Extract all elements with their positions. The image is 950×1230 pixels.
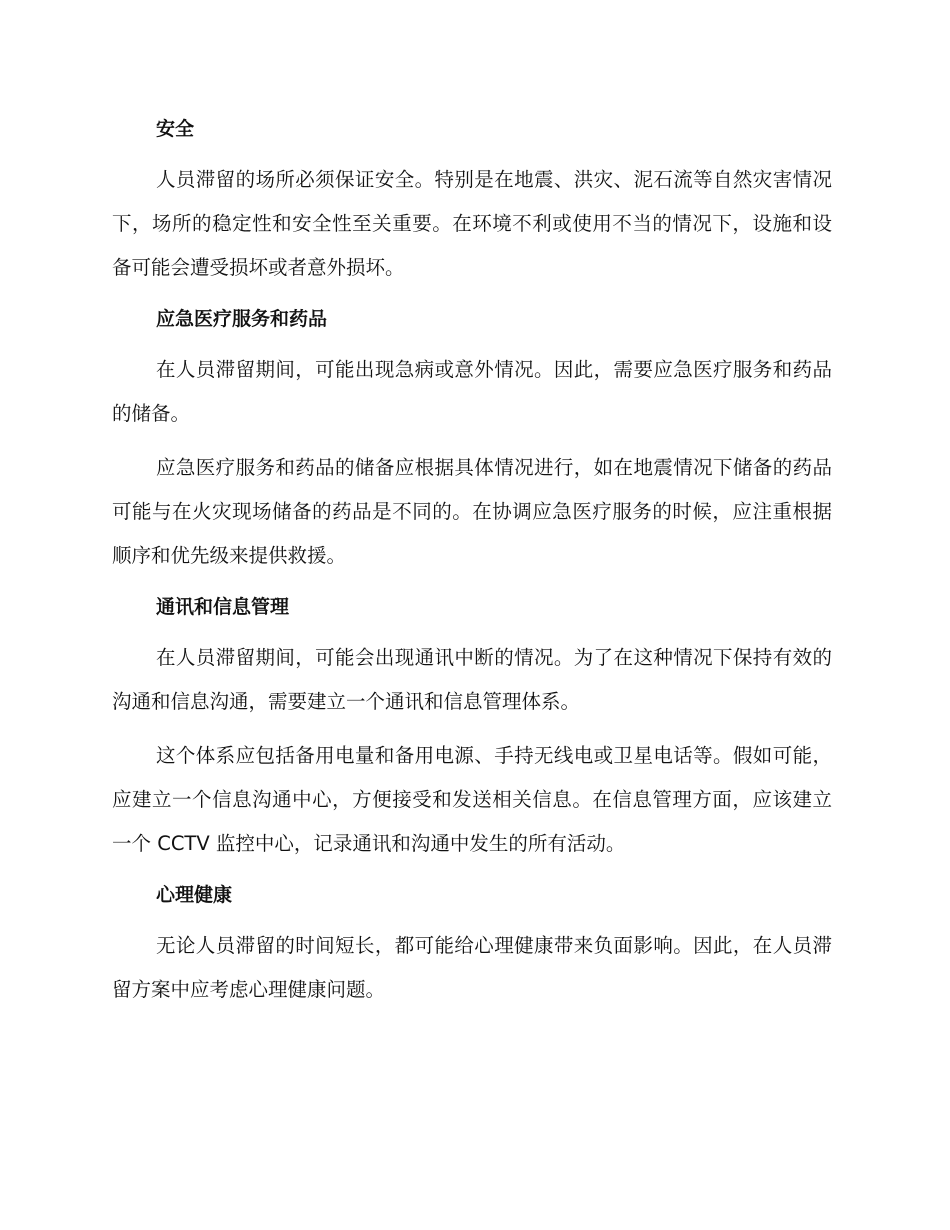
section-emergency-medical <box>112 300 832 578</box>
section-safety <box>112 110 832 290</box>
paragraph: 应急医疗服务和药品的储备应根据具体情况进行，如在地震情况下储备的药品可能与在火灾现场储备的药品是不同的。在协调应急医疗服务的时候，应注重根据顺序和优先级来提供救援。 <box>112 456 832 567</box>
section-heading: 应急医疗服务和药品 <box>156 308 328 330</box>
paragraph: 在人员滞留期间，可能出现急病或意外情况。因此，需要应急医疗服务和药品的储备。 <box>112 358 832 425</box>
document-body <box>112 110 832 1022</box>
section-communication <box>112 588 832 866</box>
paragraph: 人员滞留的场所必须保证安全。特别是在地震、洪灾、泥石流等自然灾害情况下，场所的稳定性和安全性至关重要。在环境不利或使用不当的情况下，设施和设备可能会遭受损坏或者意外损坏。 <box>112 168 832 279</box>
section-heading: 通讯和信息管理 <box>156 596 290 618</box>
paragraph: 在人员滞留期间，可能会出现通讯中断的情况。为了在这种情况下保持有效的沟通和信息沟通，需要建立一个通讯和信息管理体系。 <box>112 646 832 713</box>
section-mental-health <box>112 876 832 1012</box>
paragraph: 这个体系应包括备用电量和备用电源、手持无线电或卫星电话等。假如可能，应建立一个信息沟通中心，方便接受和发送相关信息。在信息管理方面，应该建立一个 CCTV 监控中心，记录通讯和沟通中发生的所有活动。 <box>112 744 832 855</box>
section-heading: 安全 <box>156 118 195 140</box>
section-heading: 心理健康 <box>156 884 233 906</box>
paragraph: 无论人员滞留的时间短长，都可能给心理健康带来负面影响。因此，在人员滞留方案中应考虑心理健康问题。 <box>112 934 832 1001</box>
